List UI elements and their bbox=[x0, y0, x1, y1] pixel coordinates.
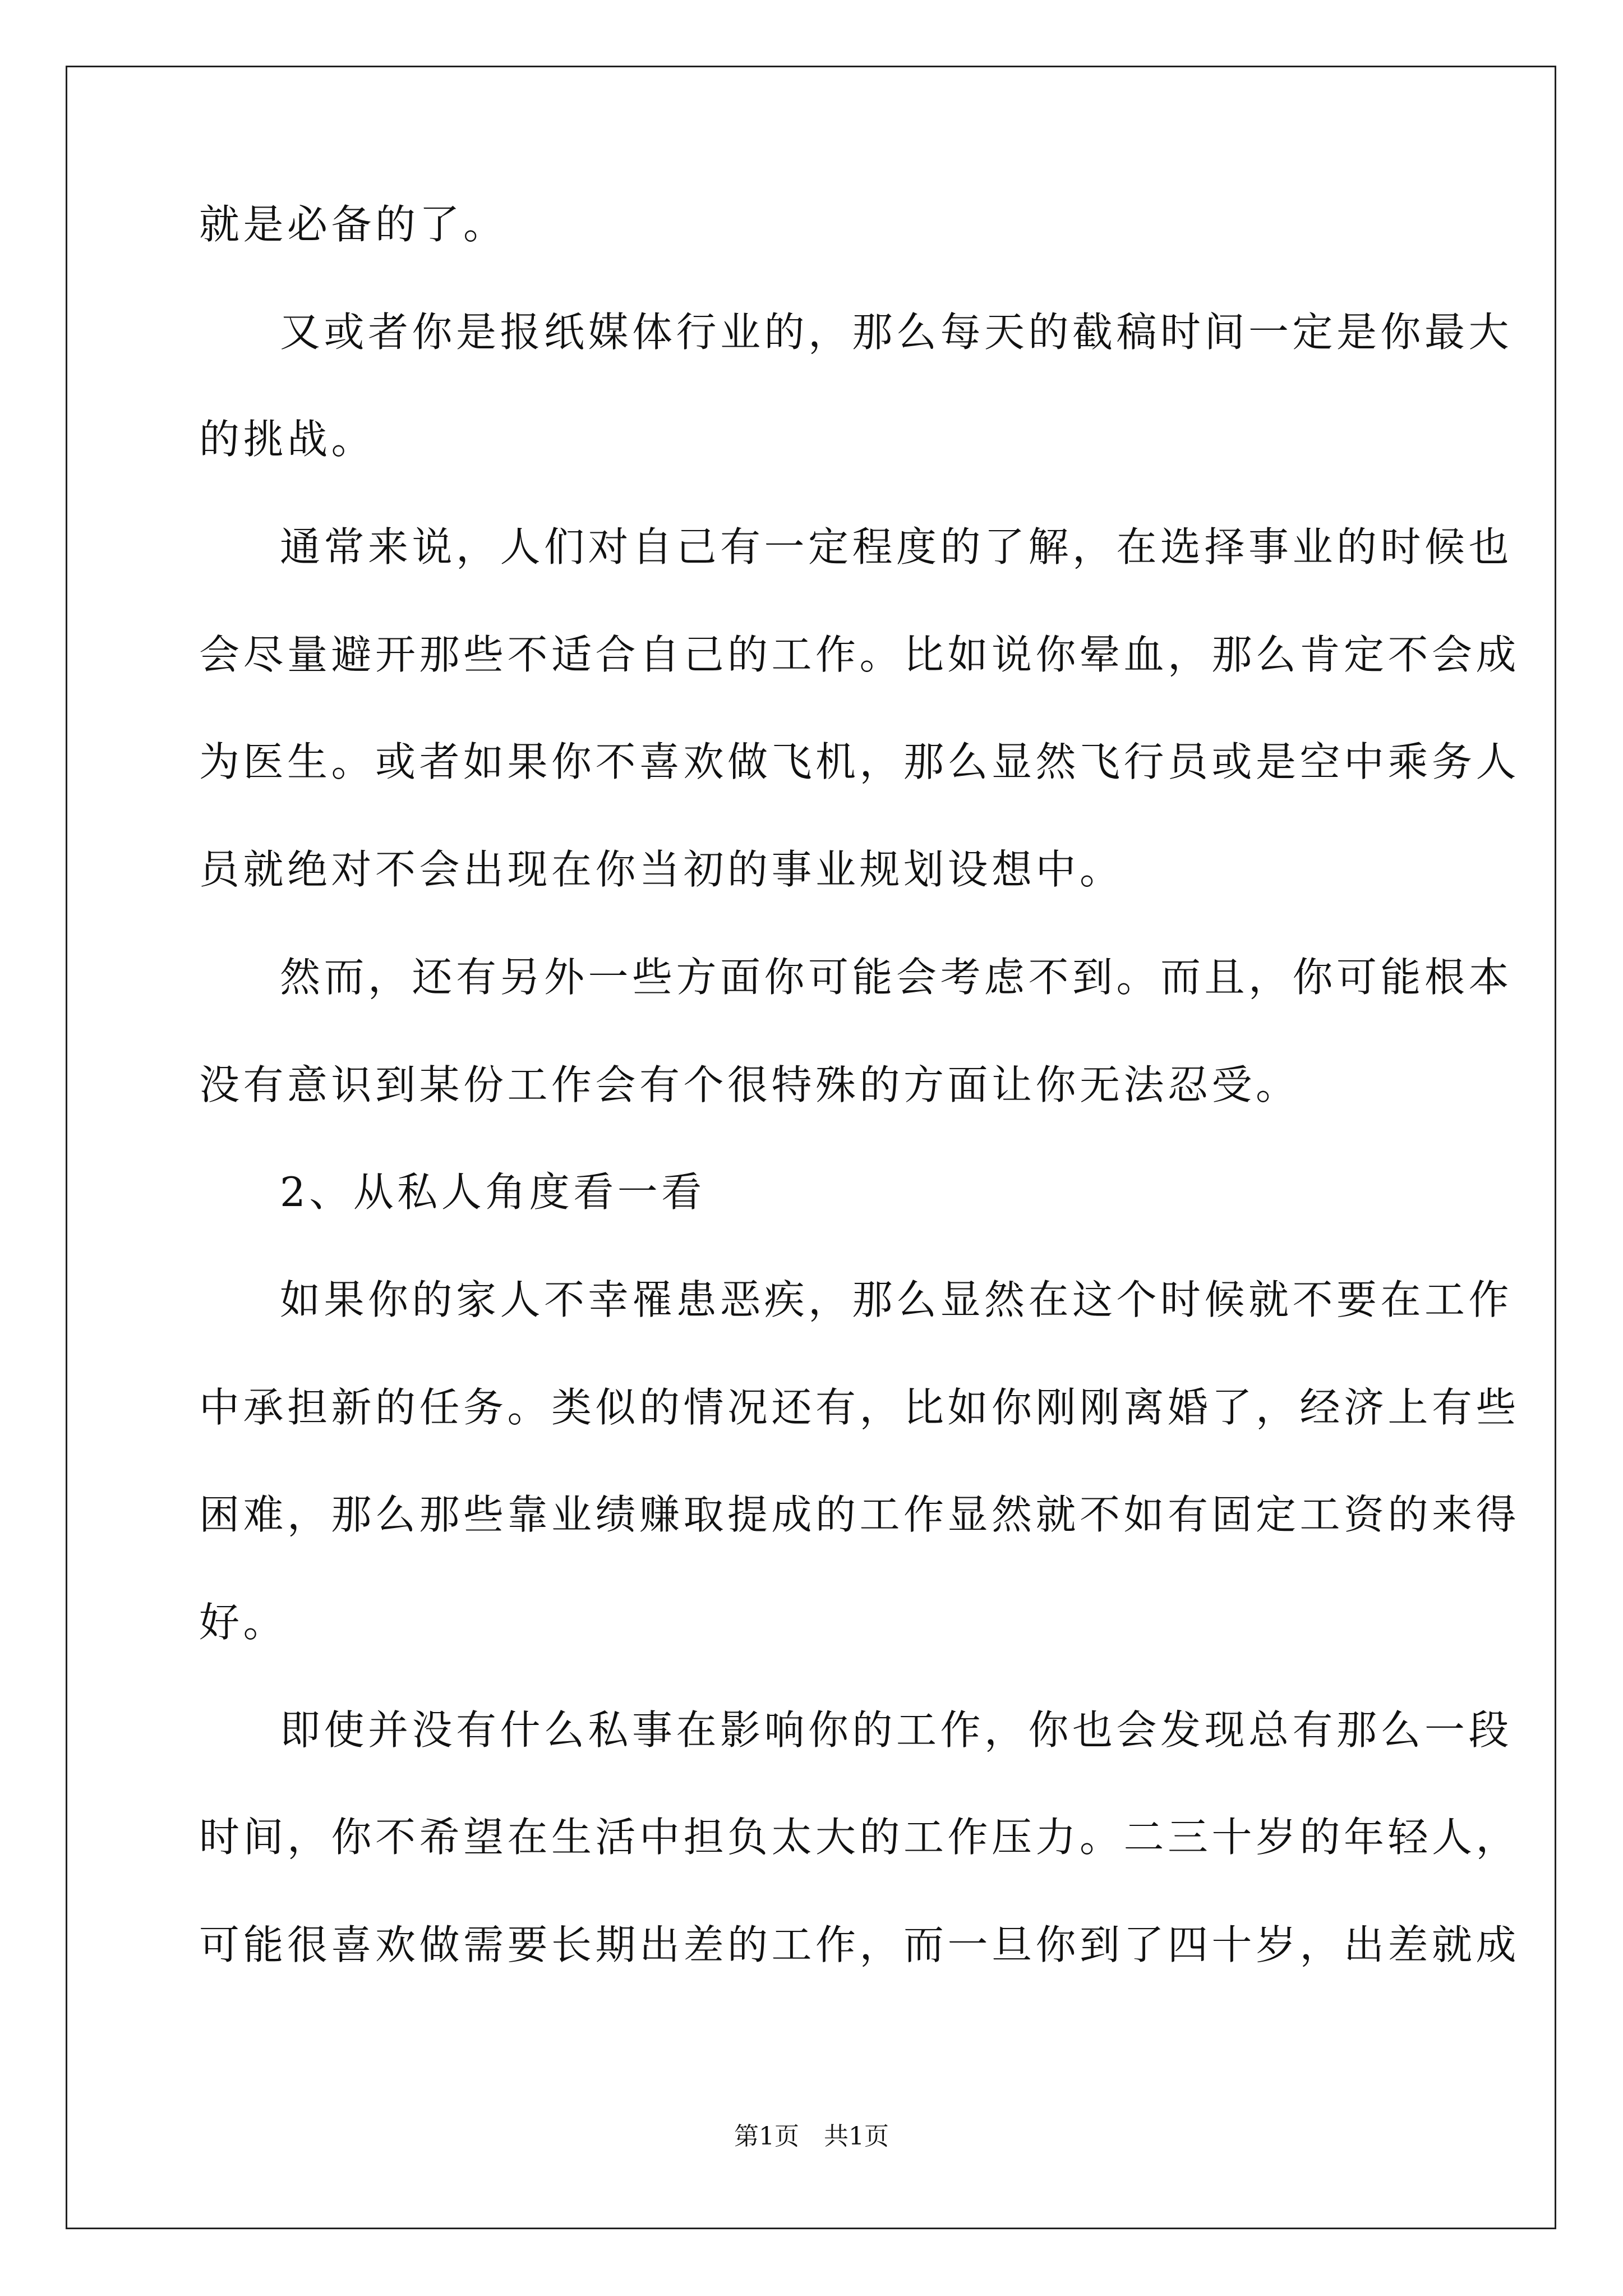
section-heading: 2、从私人角度看一看 bbox=[280, 1168, 706, 1216]
text-line: 好。 bbox=[199, 1598, 288, 1646]
text-line: 即使并没有什么私事在影响你的工作，你也会发现总有那么一段 bbox=[280, 1706, 1513, 1754]
text-line: 员就绝对不会出现在你当初的事业规划设想中。 bbox=[199, 846, 1124, 894]
text-line: 可能很喜欢做需要长期出差的工作，而一旦你到了四十岁，出差就成 bbox=[199, 1921, 1520, 1968]
text-line: 为医生。或者如果你不喜欢做飞机，那么显然飞行员或是空中乘务人 bbox=[199, 738, 1520, 786]
text-line: 如果你的家人不幸罹患恶疾，那么显然在这个时候就不要在工作 bbox=[280, 1276, 1513, 1323]
page-number-label: 第1页 bbox=[734, 2122, 799, 2151]
text-line: 又或者你是报纸媒体行业的，那么每天的截稿时间一定是你最大 bbox=[280, 308, 1513, 356]
text-line: 通常来说，人们对自己有一定程度的了解，在选择事业的时候也 bbox=[280, 523, 1513, 571]
text-line: 没有意识到某份工作会有个很特殊的方面让你无法忍受。 bbox=[199, 1061, 1300, 1108]
document-body bbox=[199, 191, 1520, 2019]
page-total-label: 共1页 bbox=[824, 2122, 889, 2151]
text-line: 就是必备的了。 bbox=[199, 201, 508, 248]
text-line: 时间，你不希望在生活中担负太大的工作压力。二三十岁的年轻人， bbox=[199, 1814, 1520, 1861]
page-footer bbox=[0, 2120, 1623, 2154]
text-line: 会尽量避开那些不适合自己的工作。比如说你晕血，那么肯定不会成 bbox=[199, 631, 1520, 678]
text-line: 困难，那么那些靠业绩赚取提成的工作显然就不如有固定工资的来得 bbox=[199, 1491, 1520, 1539]
text-line: 然而，还有另外一些方面你可能会考虑不到。而且，你可能根本 bbox=[280, 953, 1513, 1001]
text-line: 中承担新的任务。类似的情况还有，比如你刚刚离婚了，经济上有些 bbox=[199, 1383, 1520, 1431]
text-line: 的挑战。 bbox=[199, 416, 376, 463]
